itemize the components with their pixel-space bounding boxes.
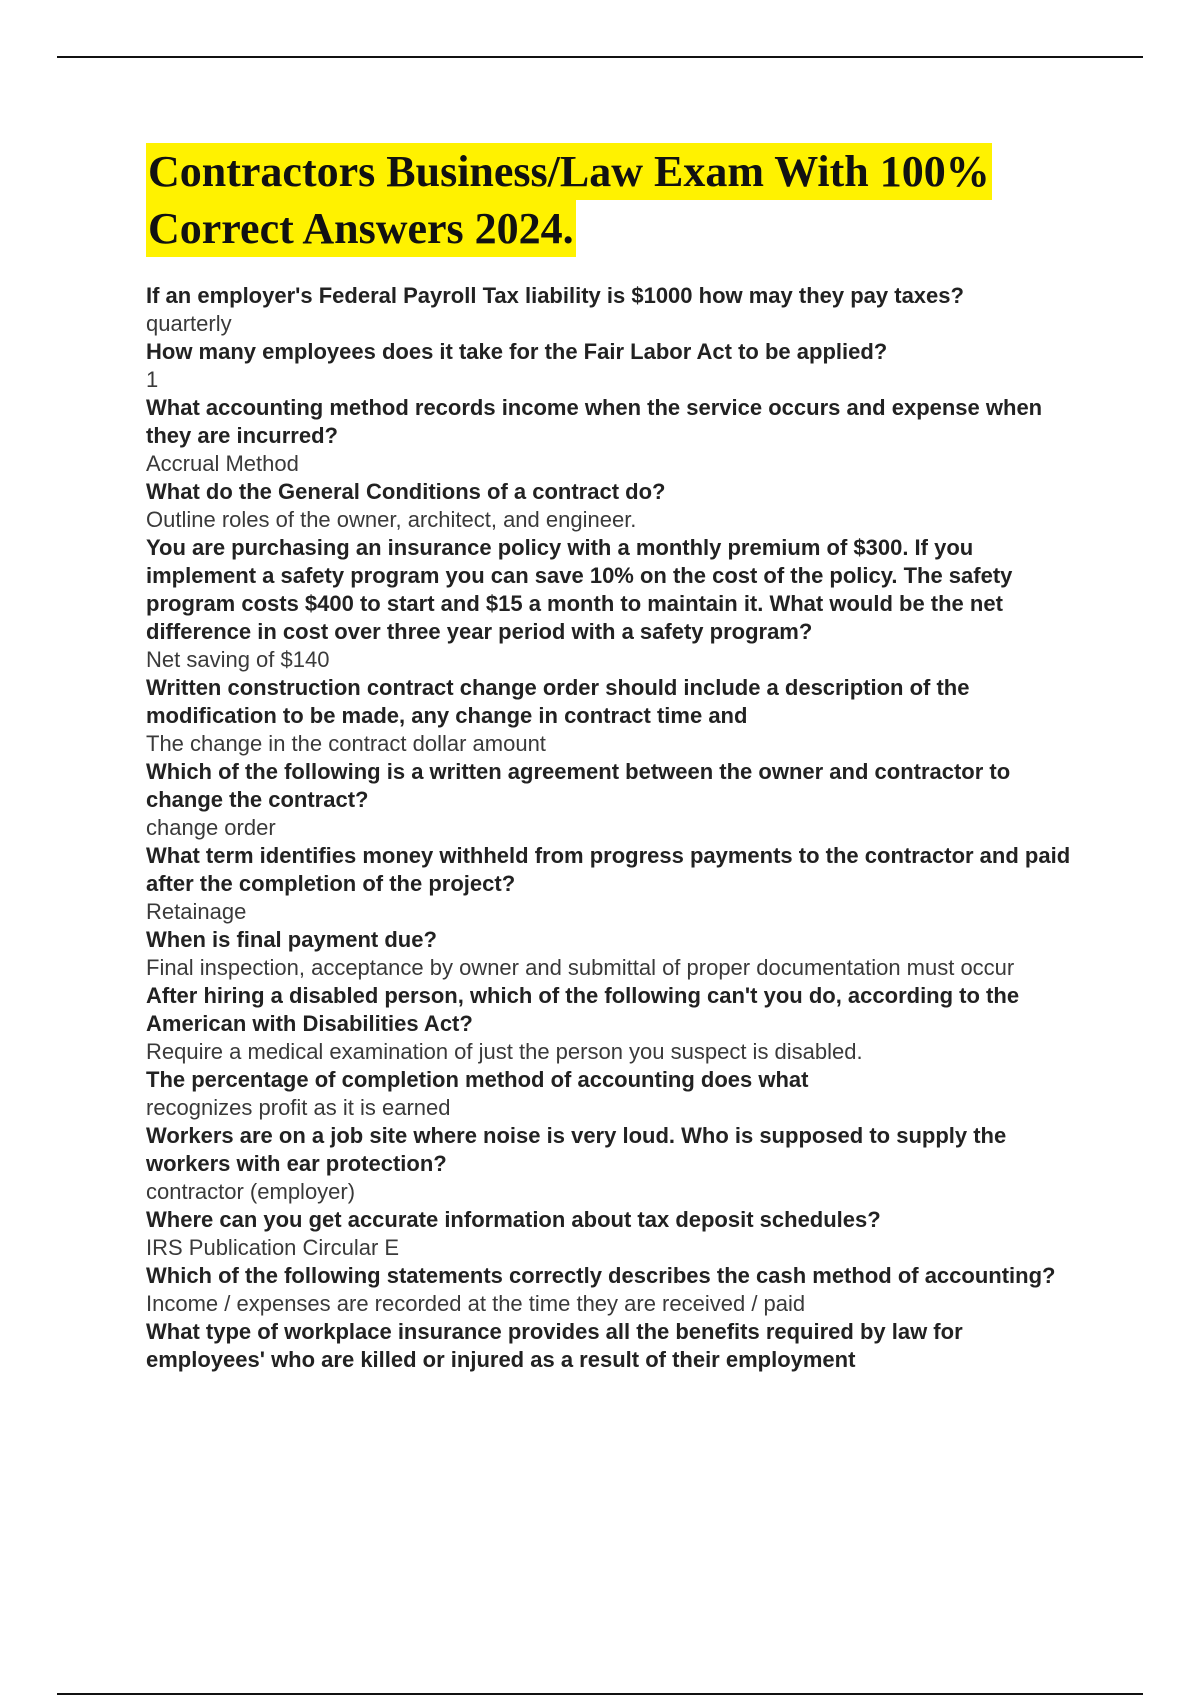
answer-text: Retainage [146, 899, 247, 924]
answer-text: Income / expenses are recorded at the time they are received / paid [146, 1291, 806, 1316]
header-rule [57, 56, 1143, 58]
answer-text: Final inspection, acceptance by owner and submittal of proper documentation must occur [146, 955, 1015, 980]
answer-text: 1 [146, 367, 159, 392]
answer-text: recognizes profit as it is earned [146, 1095, 451, 1120]
answer-text: Net saving of $140 [146, 647, 330, 672]
qa-item [146, 982, 1086, 1066]
qa-item [146, 394, 1086, 478]
qa-item [146, 1206, 1086, 1262]
qa-item [146, 1122, 1086, 1206]
answer-text: contractor (employer) [146, 1179, 356, 1204]
question-text: What term identifies money withheld from progress payments to the contractor and paid after the completion of the project? [146, 843, 1071, 896]
qa-item [146, 478, 1086, 534]
title-line-2: Correct Answers 2024. [146, 200, 576, 257]
question-text: What type of workplace insurance provides all the benefits required by law for employees' who are killed or injured as a result of their employment [146, 1319, 963, 1372]
qa-item [146, 1066, 1086, 1122]
qa-item [146, 842, 1086, 926]
qa-item [146, 758, 1086, 842]
answer-text: Require a medical examination of just the person you suspect is disabled. [146, 1039, 863, 1064]
title-line-1: Contractors Business/Law Exam With 100% [146, 143, 992, 200]
qa-item [146, 282, 1086, 338]
question-text: What do the General Conditions of a contract do? [146, 479, 666, 504]
question-text: If an employer's Federal Payroll Tax liability is $1000 how may they pay taxes? [146, 283, 964, 308]
document-title [146, 143, 1086, 257]
qa-item [146, 926, 1086, 982]
qa-item [146, 534, 1086, 674]
question-text: The percentage of completion method of accounting does what [146, 1067, 809, 1092]
question-text: Workers are on a job site where noise is very loud. Who is supposed to supply the workers with ear protection? [146, 1123, 1007, 1176]
question-text: What accounting method records income when the service occurs and expense when they are incurred? [146, 395, 1043, 448]
question-text: How many employees does it take for the Fair Labor Act to be applied? [146, 339, 888, 364]
question-text: You are purchasing an insurance policy with a monthly premium of $300. If you implement a safety program you can save 10% on the cost of the policy. The safety program costs $400 to start and $15 a month to maintain it. What would be the net difference in cost over three year period with a safety program? [146, 535, 1013, 644]
document-body [146, 143, 1086, 1374]
answer-text: change order [146, 815, 276, 840]
qa-item [146, 338, 1086, 394]
qa-item [146, 1318, 1086, 1374]
answer-text: IRS Publication Circular E [146, 1235, 400, 1260]
question-text: Which of the following statements correctly describes the cash method of accounting? [146, 1263, 1056, 1288]
answer-text: Accrual Method [146, 451, 299, 476]
question-text: Where can you get accurate information about tax deposit schedules? [146, 1207, 881, 1232]
qa-list [146, 282, 1086, 1374]
answer-text: quarterly [146, 311, 232, 336]
qa-item [146, 1262, 1086, 1318]
question-text: Which of the following is a written agreement between the owner and contractor to change the contract? [146, 759, 1011, 812]
question-text: Written construction contract change order should include a description of the modification to be made, any change in contract time and [146, 675, 970, 728]
answer-text: Outline roles of the owner, architect, and engineer. [146, 507, 637, 532]
question-text: When is final payment due? [146, 927, 437, 952]
qa-item [146, 674, 1086, 758]
question-text: After hiring a disabled person, which of the following can't you do, according to the American with Disabilities Act? [146, 983, 1020, 1036]
answer-text: The change in the contract dollar amount [146, 731, 546, 756]
footer-rule [57, 1693, 1143, 1695]
